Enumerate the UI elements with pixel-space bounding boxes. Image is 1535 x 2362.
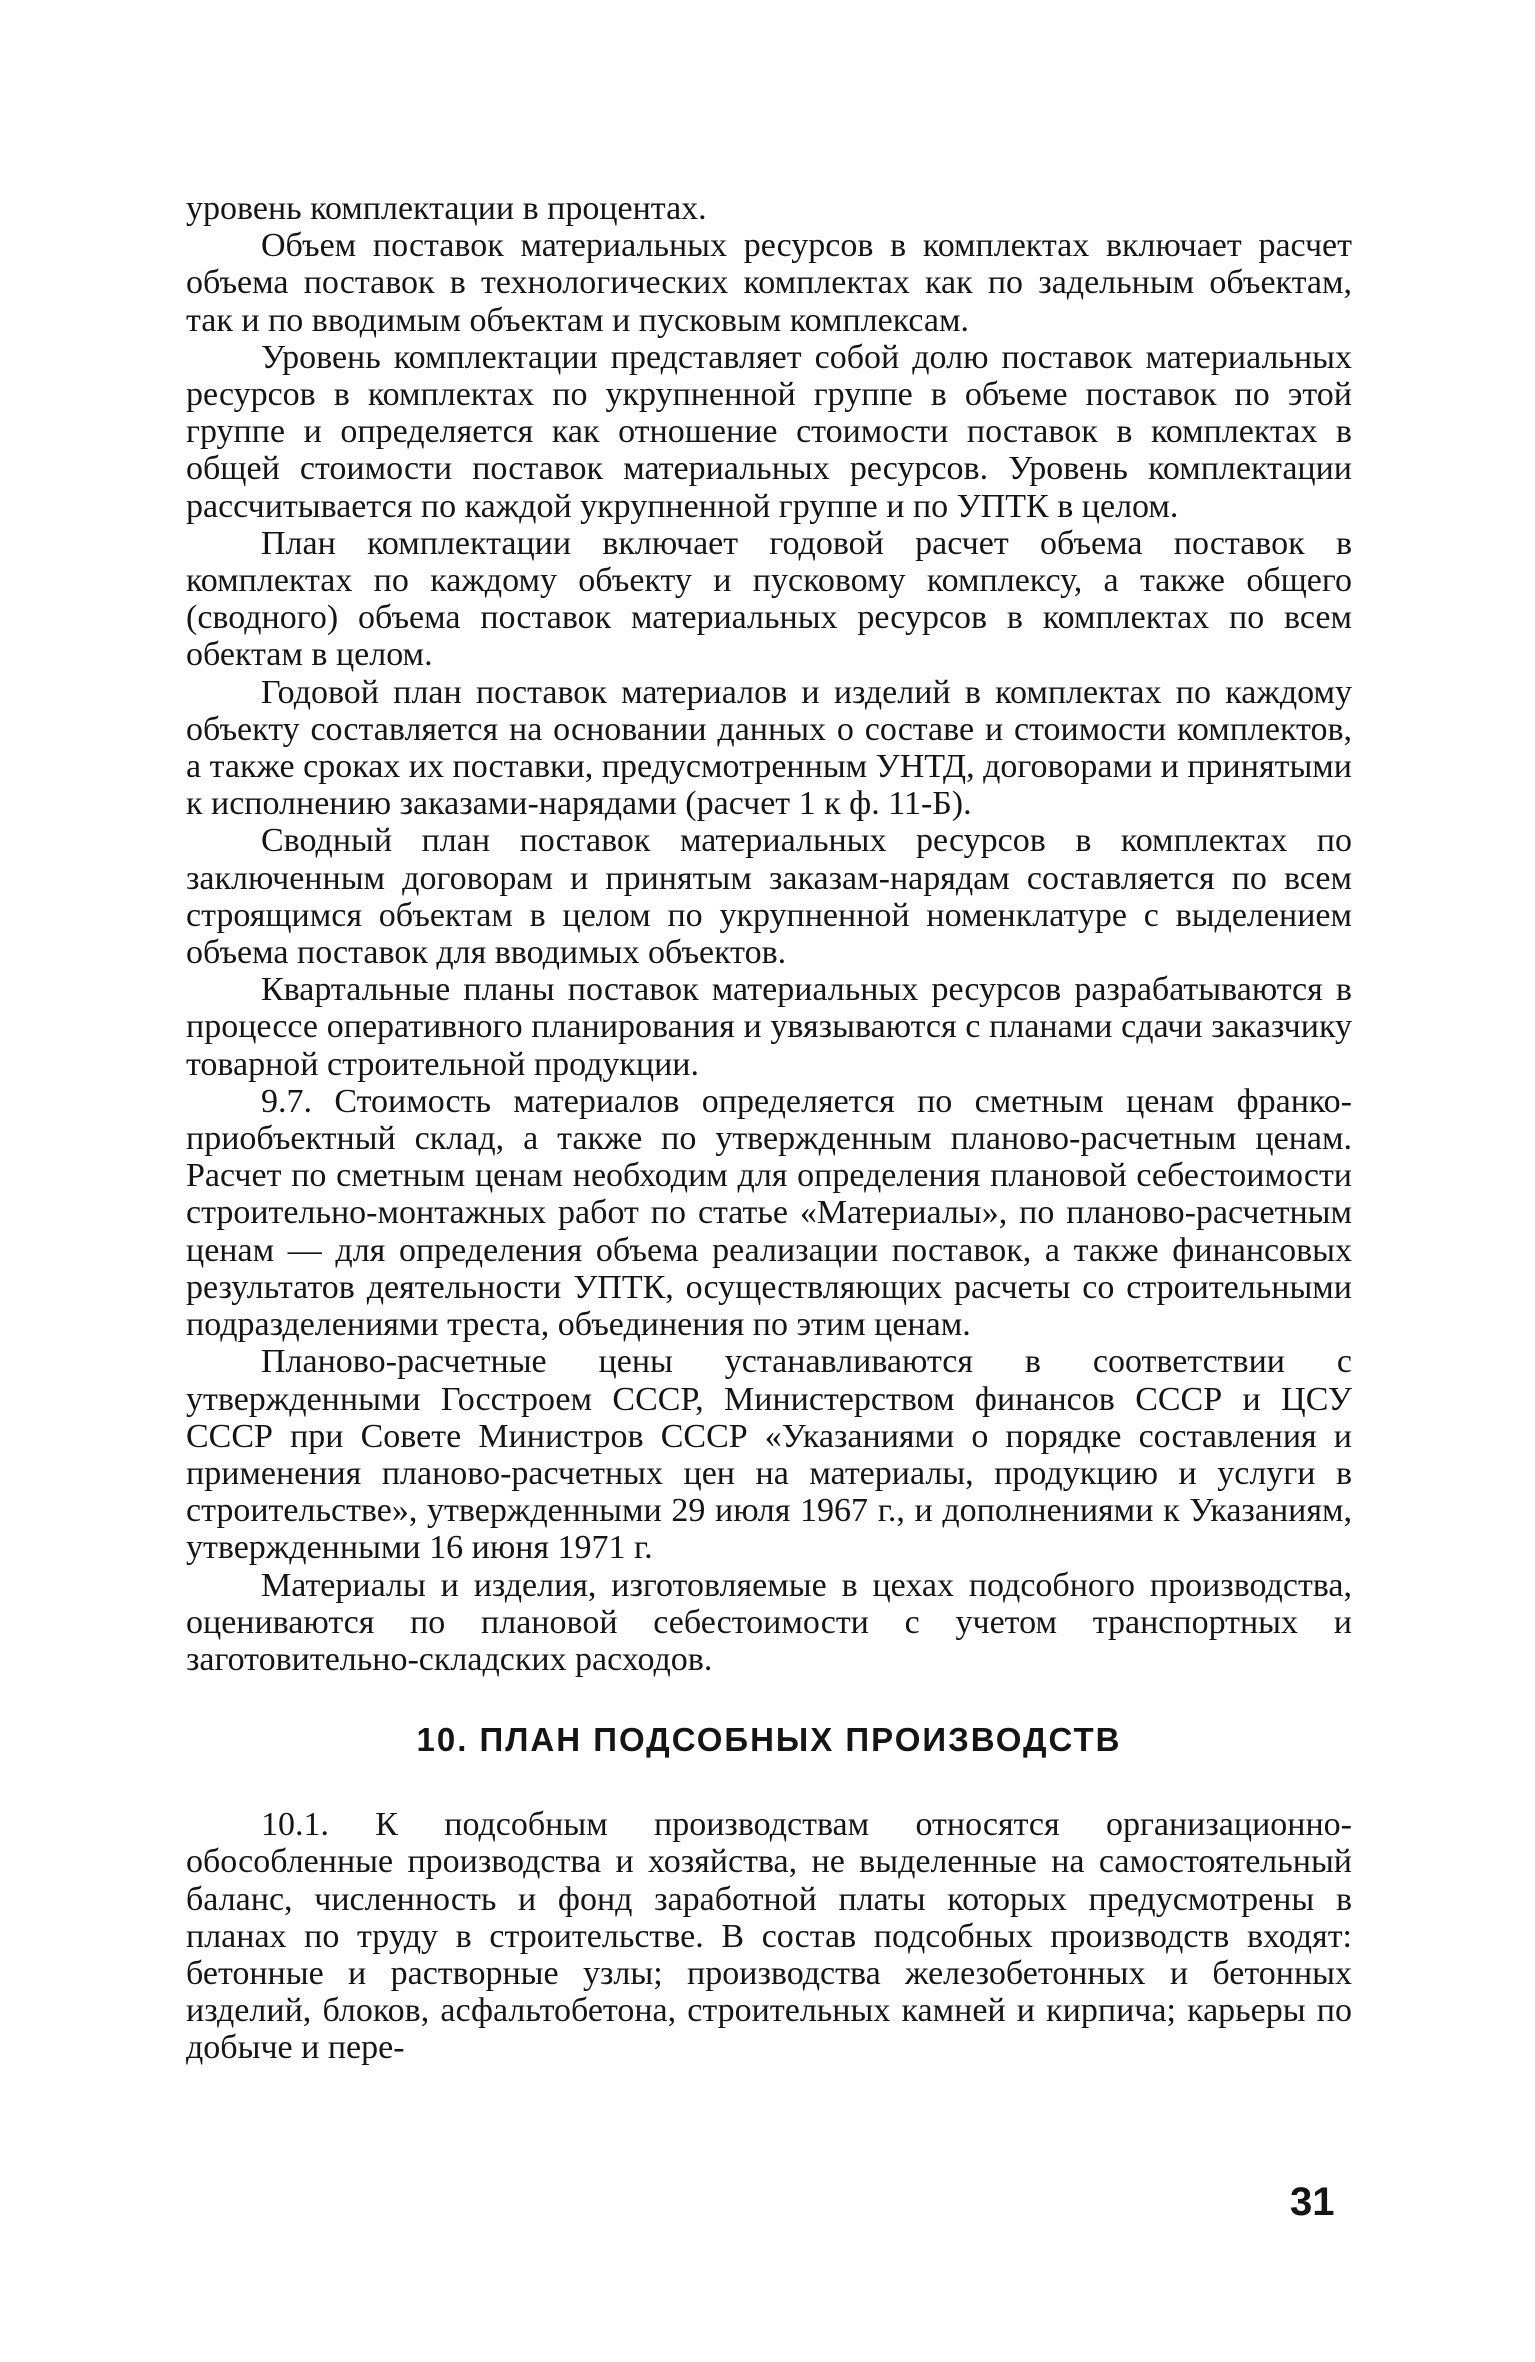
paragraph: Уровень комплектации представляет собой долю поставок материальных ресурсов в комплектах по укрупненной группе в объеме поставок по этой группе и определяется как отношение стоимости поставок в комплектах в общей стоимости поставок материальных ресурсов. Уровень комплектации рассчитывается по каждой укрупненной группе и по УПТК в целом.	[186, 338, 1352, 525]
paragraph: План комплектации включает годовой расчет объема поставок в комплектах по каждому объекту и пусковому комплексу, а также общего (сводного) объема поставок материальных ресурсов в комплектах по всем обектам в целом.	[186, 524, 1352, 674]
paragraph: уровень комплектации в процентах.	[186, 190, 707, 227]
paragraph: 10.1. К подсобным производствам относятся организационно-обособленные производства и хозяйства, не выделенные на самостоятельный баланс, численность и фонд заработной платы которых предусмотрены в планах по труду в строительстве. В состав подсобных производств входят: бетонные и растворные узлы; производства железобетонных и бетонных изделий, блоков, асфальтобетона, строительных камней и кирпича; карьеры по добыче и пере-	[186, 1806, 1352, 2067]
paragraph: Сводный план поставок материальных ресурсов в комплектах по заключенным договорам и принятым заказам-нарядам составляется по всем строящимся объектам в целом по укрупненной номенклатуре с выделением объема поставок для вводимых объектов.	[186, 822, 1352, 972]
paragraph: Планово-расчетные цены устанавливаются в соответствии с утвержденными Госстроем СССР, Министерством финансов СССР и ЦСУ СССР при Совете Министров СССР «Указаниями о порядке составления и применения планово-расчетных цен на материалы, продукцию и услуги в строительстве», утвержденными 29 июля 1967 г., и дополнениями к Указаниям, утвержденными 16 июня 1971 г.	[186, 1343, 1352, 1567]
paragraph: 9.7. Стоимость материалов определяется по сметным ценам франко-приобъектный склад, а также по утвержденным планово-расчетным ценам. Расчет по сметным ценам необходим для определения плановой себестоимости строительно-монтажных работ по статье «Материалы», по планово-расчетным ценам — для определения объема реализации поставок, а также финансовых результатов деятельности УПТК, осуществляющих расчеты со строительными подразделениями треста, объединения по этим ценам.	[186, 1082, 1352, 1344]
paragraph: Квартальные планы поставок материальных ресурсов разрабатываются в процессе оперативного планирования и увязываются с планами сдачи заказчику товарной строительной продукции.	[186, 971, 1352, 1083]
page-body	[186, 190, 1352, 2067]
paragraph: Годовой план поставок материалов и изделий в комплектах по каждому объекту составляется на основании данных о составе и стоимости комплектов, а также сроках их поставки, предусмотренным УНТД, договорами и принятыми к исполнению заказами-нарядами (расчет 1 к ф. 11-Б).	[186, 673, 1352, 823]
paragraph: Материалы и изделия, изготовляемые в цехах подсобного производства, оцениваются по плановой себестоимости с учетом транспортных и заготовительно-складских расходов.	[186, 1566, 1352, 1678]
page-number: 31	[1290, 2180, 1335, 2224]
section-heading: 10. ПЛАН ПОДСОБНЫХ ПРОИЗВОДСТВ	[416, 1721, 1122, 1759]
paragraph: Объем поставок материальных ресурсов в комплектах включает расчет объема поставок в технологических комплектах как по задельным объектам, так и по вводимым объектам и пусковым комплексам.	[186, 227, 1352, 339]
